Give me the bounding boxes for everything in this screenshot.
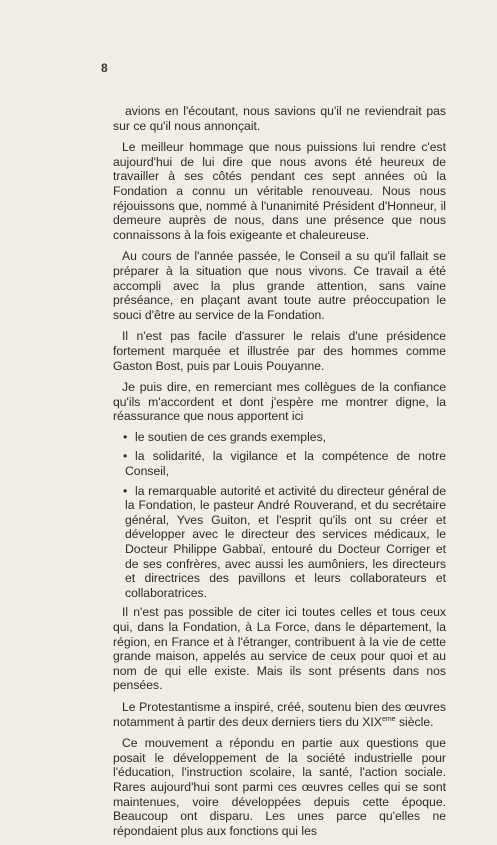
page-number: 8 bbox=[101, 61, 108, 75]
paragraph-1: avions en l'écoutant, nous savions qu'il ne reviendrait pas sur ce qu'il nous annonçait. bbox=[113, 104, 446, 133]
paragraph-7 bbox=[113, 700, 446, 729]
bullet-text: le soutien de ces grands exemples, bbox=[135, 429, 327, 444]
paragraph-3: Au cours de l'année passée, le Conseil a su qu'il fallait se préparer à la situation que nous vivons. Ce travail a été accompli avec la plus grande attention, sans vaine préséance, en plaçant avant toute autre préoccupation le souci d'être au service de la Fondation. bbox=[113, 249, 446, 322]
paragraph-4: Il n'est pas facile d'assurer le relais d'une présidence fortement marquée et illustrée par des hommes comme Gaston Bost, puis par Louis Pouyanne. bbox=[113, 329, 446, 373]
paragraph-5: Je puis dire, en remerciant mes collègues de la confiance qu'ils m'accordent et dont j'espère me montrer digne, la réassurance que nous apportent ici bbox=[113, 380, 446, 424]
bullet-text: la remarquable autorité et activité du directeur général de la Fondation, le pasteur André Rouverand, et du secrétaire général, Yves Guiton, et l'esprit qu'ils ont su créer et développer avec le directeur des services médicaux, le Docteur Philippe Gabbaï, entouré du Docteur Corriger et de ses confrères, avec aussi les aumôniers, les directeurs et directrices des pavillons et leurs collaborateurs et collaboratrices. bbox=[125, 483, 446, 600]
bullet-item-2 bbox=[113, 449, 446, 478]
paragraph-6: Il n'est pas possible de citer ici toutes celles et tous ceux qui, dans la Fondation, à La Force, dans le département, la région, en France et à l'étranger, contribuent à la vie de cette grande maison, appelés au service de ceux pour quoi et au nom de qui elle existe. Mais ils sont présents dans nos pensées. bbox=[113, 605, 446, 693]
bullet-icon: • bbox=[123, 483, 128, 498]
bullet-icon: • bbox=[123, 449, 128, 464]
paragraph-2: Le meilleur hommage que nous puissions lui rendre c'est aujourd'hui de lui dire que nous avons été heureux de travailler à ses côtés pendant ces sept années où la Fondation a connu un véritable renouveau. Nous nous réjouissons que, nommé à l'unanimité Président d'Honneur, il demeure auprès de nous, dans une présence que nous connaissons à la fois exigeante et chaleureuse. bbox=[113, 140, 446, 242]
bullet-item-3 bbox=[113, 484, 446, 601]
body-text bbox=[113, 104, 446, 845]
paragraph-7-text: Le Protestantisme a inspiré, créé, soutenu bien des œuvres notamment à partir des deux derniers tiers du XIX bbox=[113, 699, 446, 729]
superscript-eme: eme bbox=[381, 715, 396, 723]
bullet-text: la solidarité, la vigilance et la compétence de notre Conseil, bbox=[125, 449, 446, 479]
paragraph-7-end: siècle. bbox=[395, 714, 434, 729]
bullet-item-1 bbox=[113, 430, 446, 445]
bullet-icon: • bbox=[123, 429, 128, 444]
paragraph-8: Ce mouvement a répondu en partie aux questions que posait le développement de la société industrielle pour l'éducation, l'instruction scolaire, la santé, l'action sociale. Rares aujourd'hui sont parmi ces œuvres celles qui se sont maintenues, voire développées depuis cette époque. Beaucoup ont disparu. Les unes parce qu'elles ne répondaient plus aux fonctions qui les bbox=[113, 736, 446, 838]
